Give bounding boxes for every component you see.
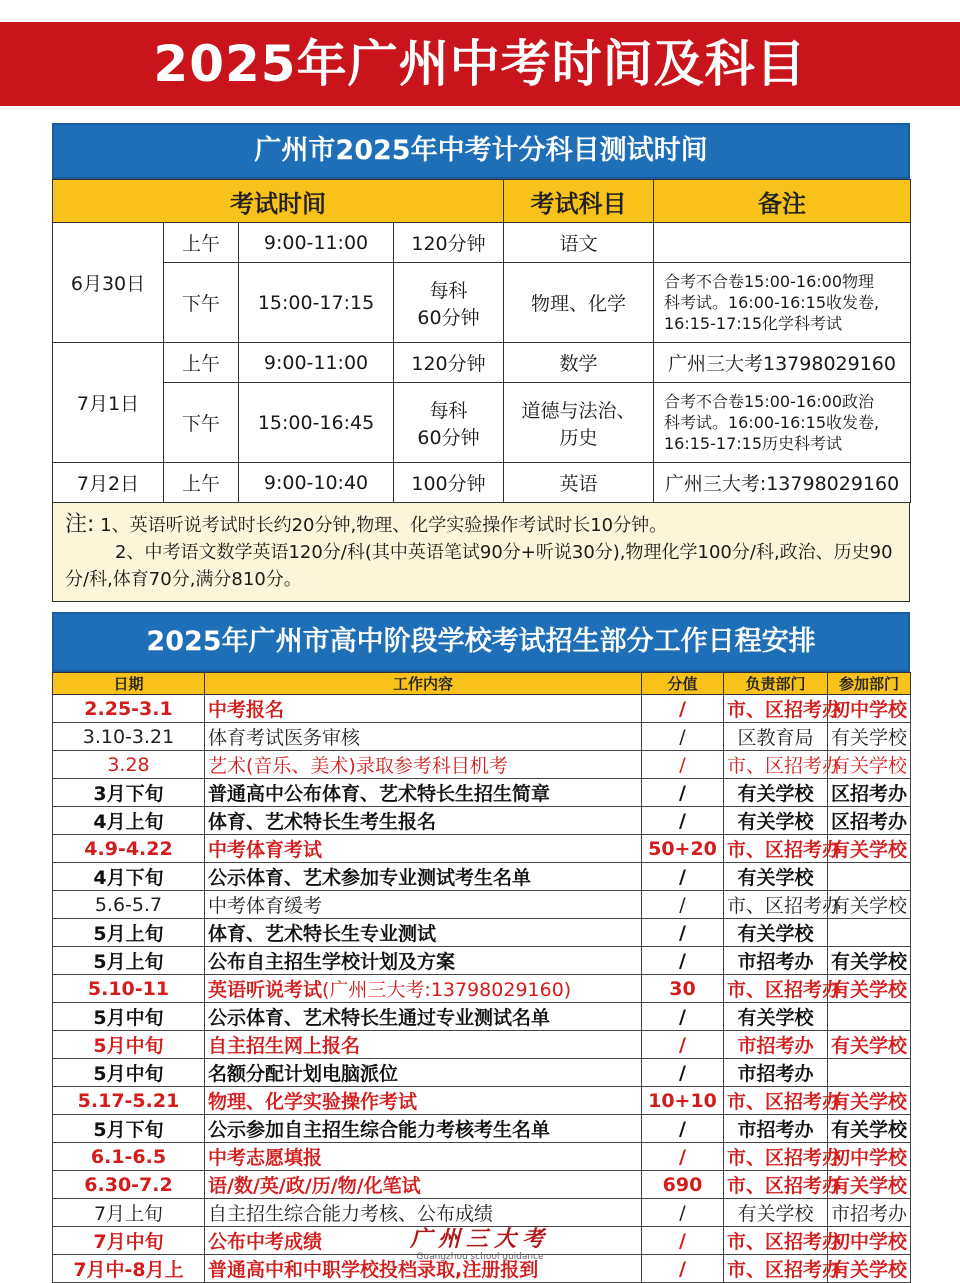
score-cell: /	[642, 1227, 724, 1255]
date-cell: 7月1日	[53, 343, 164, 463]
admission-schedule-table	[52, 672, 911, 1283]
content-cell: 体育、艺术特长生专业测试	[205, 919, 642, 947]
dept-cell: 有关学校	[724, 919, 828, 947]
time-cell: 9:00-11:00	[239, 223, 394, 263]
exam-schedule-section	[52, 123, 910, 602]
participants-cell: 有关学校	[828, 751, 911, 779]
dept-cell: 有关学校	[724, 1003, 828, 1031]
header-note: 备注	[654, 180, 911, 223]
participants-cell: 有关学校	[828, 1115, 911, 1143]
date-cell: 6.1-6.5	[53, 1143, 205, 1171]
dept-cell: 市、区招考办	[724, 1171, 828, 1199]
subject-cell: 语文	[504, 223, 654, 263]
score-cell: /	[642, 919, 724, 947]
date-cell: 7月上旬	[53, 1199, 205, 1227]
score-cell: 50+20	[642, 835, 724, 863]
header-content: 工作内容	[205, 673, 642, 695]
note-line-2: 2、中考语文数学英语120分/科(其中英语笔试90分+听说30分),物理化学100分/科,政治、历史90分/科,体育70分,满分810分。	[65, 542, 893, 590]
content-cell: 普通高中公布体育、艺术特长生招生简章	[205, 779, 642, 807]
date-cell: 3.10-3.21	[53, 723, 205, 751]
score-cell: /	[642, 1059, 724, 1087]
date-cell: 5.17-5.21	[53, 1087, 205, 1115]
content-cell: 自主招生网上报名	[205, 1031, 642, 1059]
score-cell: /	[642, 1003, 724, 1031]
table-row	[53, 463, 911, 503]
duration-cell: 每科 60分钟	[394, 263, 504, 343]
note-cell: 广州三大考:13798029160	[654, 463, 911, 503]
participants-cell: 初中学校	[828, 1227, 911, 1255]
duration-cell: 120分钟	[394, 343, 504, 383]
participants-cell: 有关学校	[828, 1171, 911, 1199]
date-cell: 7月2日	[53, 463, 164, 503]
note-line-1: 注: 1、英语听说考试时长约20分钟,物理、化学实验操作考试时长10分钟。	[65, 512, 668, 537]
content-cell: 英语听说考试(广州三大考:13798029160)	[205, 975, 642, 1003]
page-title-banner	[0, 22, 960, 106]
date-cell: 4.9-4.22	[53, 835, 205, 863]
subject-cell: 道德与法治、 历史	[504, 383, 654, 463]
content-cell: 语/数/英/政/历/物/化笔试	[205, 1171, 642, 1199]
score-cell: /	[642, 891, 724, 919]
participants-cell: 有关学校	[828, 947, 911, 975]
participants-cell	[828, 1003, 911, 1031]
period-cell: 上午	[164, 223, 239, 263]
score-cell: 30	[642, 975, 724, 1003]
period-cell: 下午	[164, 383, 239, 463]
dept-cell: 有关学校	[724, 1199, 828, 1227]
participants-cell	[828, 863, 911, 891]
score-cell: /	[642, 779, 724, 807]
notes-box	[52, 503, 910, 602]
note-cell: 合考不合卷15:00-16:00政治 科考试。16:00-16:15收发卷, 16:15-17:15历史科考试	[654, 383, 911, 463]
table-row	[53, 863, 911, 891]
table-row	[53, 695, 911, 723]
participants-cell	[828, 919, 911, 947]
date-cell: 5.6-5.7	[53, 891, 205, 919]
table-row	[53, 835, 911, 863]
content-cell: 体育考试医务审核	[205, 723, 642, 751]
header-exam-time: 考试时间	[53, 180, 504, 223]
date-cell: 5.10-11	[53, 975, 205, 1003]
content-cell: 名额分配计划电脑派位	[205, 1059, 642, 1087]
date-cell: 4月下旬	[53, 863, 205, 891]
content-cell: 中考志愿填报	[205, 1143, 642, 1171]
score-cell: /	[642, 863, 724, 891]
time-cell: 9:00-11:00	[239, 343, 394, 383]
logo-subtext: Guangzhou school guidance	[416, 1252, 544, 1262]
table-row	[53, 975, 911, 1003]
header-score: 分值	[642, 673, 724, 695]
score-cell: /	[642, 695, 724, 723]
table-header-row	[53, 673, 911, 695]
participants-cell	[828, 1059, 911, 1087]
duration-cell: 100分钟	[394, 463, 504, 503]
table-row	[53, 807, 911, 835]
date-cell: 6月30日	[53, 223, 164, 343]
dept-cell: 市、区招考办	[724, 1143, 828, 1171]
score-cell: /	[642, 947, 724, 975]
subject-cell: 英语	[504, 463, 654, 503]
date-cell: 5月中旬	[53, 1003, 205, 1031]
date-cell: 3月下旬	[53, 779, 205, 807]
dept-cell: 有关学校	[724, 779, 828, 807]
table-row	[53, 223, 911, 263]
participants-cell: 初中学校	[828, 1143, 911, 1171]
content-cell: 中考体育缓考	[205, 891, 642, 919]
participants-cell: 有关学校	[828, 835, 911, 863]
participants-cell: 有关学校	[828, 975, 911, 1003]
dept-cell: 市、区招考办	[724, 751, 828, 779]
page-title: 2025年广州中考时间及科目	[153, 35, 807, 93]
score-cell: /	[642, 1143, 724, 1171]
dept-cell: 市、区招考办	[724, 835, 828, 863]
score-cell: /	[642, 1199, 724, 1227]
dept-cell: 市招考办	[724, 1059, 828, 1087]
time-cell: 9:00-10:40	[239, 463, 394, 503]
content-cell: 中考报名	[205, 695, 642, 723]
content-cell: 公示参加自主招生综合能力考核考生名单	[205, 1115, 642, 1143]
date-cell: 7月中旬	[53, 1227, 205, 1255]
table-row	[53, 947, 911, 975]
dept-cell: 市、区招考办	[724, 1255, 828, 1283]
dept-cell: 有关学校	[724, 863, 828, 891]
admission-schedule-title: 2025年广州市高中阶段学校考试招生部分工作日程安排	[52, 612, 910, 672]
table-row	[53, 343, 911, 383]
participants-cell: 区招考办	[828, 807, 911, 835]
content-cell: 公示体育、艺术参加专业测试考生名单	[205, 863, 642, 891]
score-cell: /	[642, 1115, 724, 1143]
participants-cell: 初中学校	[828, 695, 911, 723]
table-row	[53, 1199, 911, 1227]
table-row	[53, 1143, 911, 1171]
content-cell: 公布中考成绩	[205, 1227, 642, 1255]
duration-cell: 120分钟	[394, 223, 504, 263]
table-row	[53, 1031, 911, 1059]
participants-cell: 有关学校	[828, 723, 911, 751]
score-cell: /	[642, 723, 724, 751]
period-cell: 上午	[164, 463, 239, 503]
table-row	[53, 1115, 911, 1143]
content-cell: 中考体育考试	[205, 835, 642, 863]
date-cell: 3.28	[53, 751, 205, 779]
participants-cell: 有关学校	[828, 1087, 911, 1115]
participants-cell: 市招考办	[828, 1199, 911, 1227]
content-cell: 艺术(音乐、美术)录取参考科目机考	[205, 751, 642, 779]
dept-cell: 市招考办	[724, 947, 828, 975]
table-row	[53, 383, 911, 463]
table-row	[53, 891, 911, 919]
date-cell: 5月下旬	[53, 1115, 205, 1143]
content-cell: 公布自主招生学校计划及方案	[205, 947, 642, 975]
date-cell: 5月上旬	[53, 919, 205, 947]
header-exam-subject: 考试科目	[504, 180, 654, 223]
dept-cell: 市、区招考办	[724, 891, 828, 919]
note-cell: 广州三大考13798029160	[654, 343, 911, 383]
date-cell: 5月中旬	[53, 1031, 205, 1059]
date-cell: 5月上旬	[53, 947, 205, 975]
header-date: 日期	[53, 673, 205, 695]
table-row	[53, 263, 911, 343]
date-cell: 6.30-7.2	[53, 1171, 205, 1199]
dept-cell: 有关学校	[724, 807, 828, 835]
header-participants: 参加部门	[828, 673, 911, 695]
dept-cell: 市、区招考办	[724, 695, 828, 723]
table-row	[53, 1087, 911, 1115]
exam-schedule-title: 广州市2025年中考计分科目测试时间	[52, 123, 910, 179]
time-cell: 15:00-16:45	[239, 383, 394, 463]
participants-cell: 区招考办	[828, 779, 911, 807]
header-dept: 负责部门	[724, 673, 828, 695]
footer-logo	[380, 1226, 580, 1263]
note-cell	[654, 223, 911, 263]
score-cell: /	[642, 807, 724, 835]
date-cell: 2.25-3.1	[53, 695, 205, 723]
content-cell: 自主招生综合能力考核、公布成绩	[205, 1199, 642, 1227]
logo-text: 广州三大考	[409, 1226, 550, 1252]
note-cell: 合考不合卷15:00-16:00物理 科考试。16:00-16:15收发卷, 16:15-17:15化学科考试	[654, 263, 911, 343]
dept-cell: 市、区招考办	[724, 1087, 828, 1115]
participants-cell: 有关学校	[828, 891, 911, 919]
period-cell: 上午	[164, 343, 239, 383]
time-cell: 15:00-17:15	[239, 263, 394, 343]
admission-schedule-section	[52, 612, 910, 1283]
date-cell: 5月中旬	[53, 1059, 205, 1087]
dept-cell: 市招考办	[724, 1115, 828, 1143]
table-row	[53, 1059, 911, 1087]
dept-cell: 市、区招考办	[724, 1227, 828, 1255]
participants-cell: 有关学校	[828, 1255, 911, 1283]
table-row	[53, 1003, 911, 1031]
duration-cell: 每科 60分钟	[394, 383, 504, 463]
score-cell: /	[642, 1255, 724, 1283]
date-cell: 7月中-8月上	[53, 1255, 205, 1283]
score-cell: 690	[642, 1171, 724, 1199]
dept-cell: 市、区招考办	[724, 975, 828, 1003]
score-cell: /	[642, 1031, 724, 1059]
subject-cell: 物理、化学	[504, 263, 654, 343]
schedule-body	[53, 695, 911, 1283]
period-cell: 下午	[164, 263, 239, 343]
table-row	[53, 751, 911, 779]
score-cell: /	[642, 751, 724, 779]
dept-cell: 区教育局	[724, 723, 828, 751]
table-row	[53, 723, 911, 751]
dept-cell: 市招考办	[724, 1031, 828, 1059]
exam-schedule-table	[52, 179, 911, 503]
table-row	[53, 1171, 911, 1199]
table-row	[53, 779, 911, 807]
date-cell: 4月上旬	[53, 807, 205, 835]
content-cell: 公示体育、艺术特长生通过专业测试名单	[205, 1003, 642, 1031]
subject-cell: 数学	[504, 343, 654, 383]
table-row	[53, 919, 911, 947]
content-cell: 体育、艺术特长生考生报名	[205, 807, 642, 835]
content-cell: 普通高中和中职学校投档录取,注册报到	[205, 1255, 642, 1283]
participants-cell: 有关学校	[828, 1031, 911, 1059]
score-cell: 10+10	[642, 1087, 724, 1115]
content-cell: 物理、化学实验操作考试	[205, 1087, 642, 1115]
table-header-row	[53, 180, 911, 223]
